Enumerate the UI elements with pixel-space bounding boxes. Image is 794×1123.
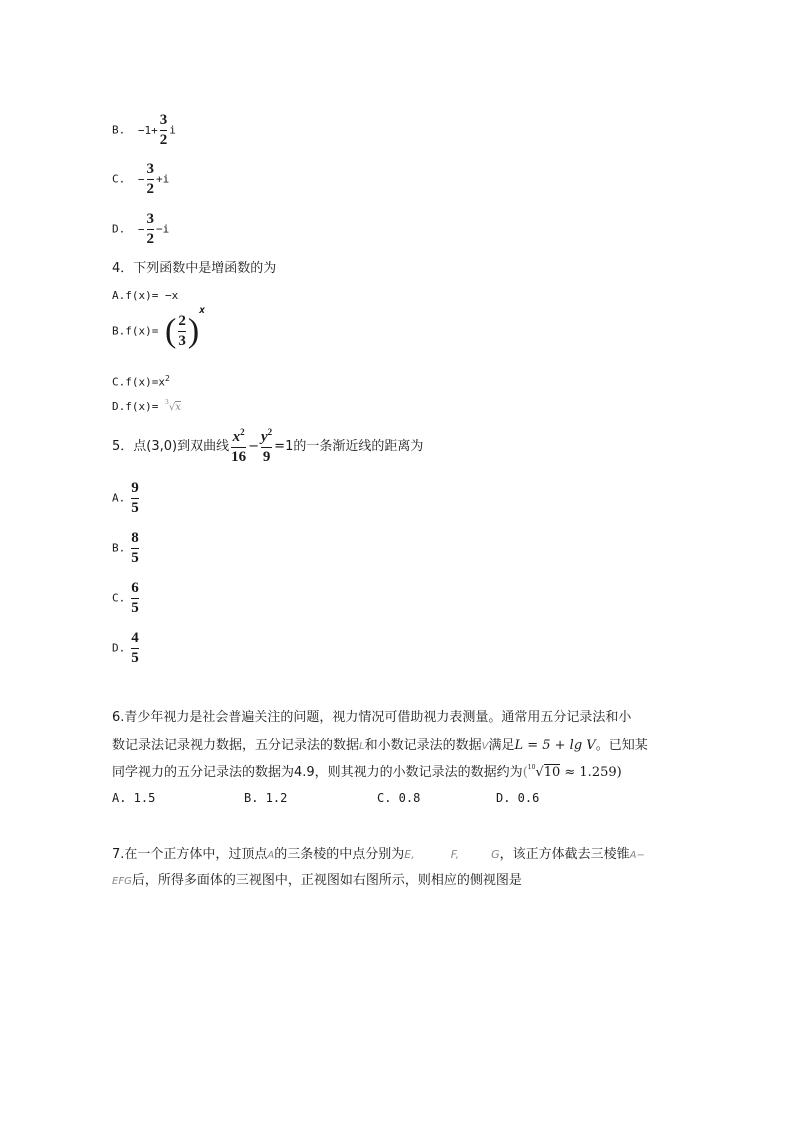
option-suffix: +i (156, 172, 170, 186)
var-f: F, (450, 848, 460, 861)
minus-sign: − (248, 439, 259, 454)
option-label: C. (112, 172, 126, 186)
fraction: $\frac{8}{5}$ (131, 530, 139, 566)
option-label: D. (112, 641, 126, 655)
fraction: $\frac{3}{2}$ (146, 211, 154, 247)
option-label: C. (112, 591, 126, 605)
option-prefix: D.f(x)= (112, 400, 159, 413)
var-g: G (491, 848, 500, 861)
fraction-y2-9: $\frac{y^2}{9}$ (261, 427, 273, 465)
approx-expression: ($^{10}$√10 ≈ 1.259) (522, 764, 622, 780)
q3-option-c (112, 162, 169, 197)
option-suffix: −i (156, 222, 170, 236)
q6-text: 满足 (488, 738, 515, 753)
option-prefix: − (137, 222, 145, 236)
q6-option-b: B. 1.2 (244, 791, 288, 805)
q5-stem-suffix: =1的一条渐近线的距离为 (274, 439, 424, 454)
fraction: $\frac{4}{5}$ (131, 630, 139, 666)
var-e: E, (404, 848, 415, 861)
fraction: $\frac{3}{2}$ (146, 161, 154, 197)
option-prefix: −1+ (137, 123, 158, 137)
right-paren: ) (187, 312, 200, 350)
option-label: B. (112, 123, 126, 137)
q7-text: 7.在一个正方体中，过顶点 (112, 847, 268, 862)
q5-option-b (112, 531, 141, 566)
option-prefix: B.f(x)= (112, 324, 159, 338)
q4-option-a: A.f(x)= −x (112, 289, 179, 302)
q6-text: 和小数记录法的数据 (364, 738, 482, 753)
option-suffix: i (169, 123, 176, 137)
fraction: $\frac{6}{5}$ (131, 580, 139, 616)
root-index: 3 (164, 399, 169, 406)
var-v: V (481, 741, 489, 752)
left-paren: ( (164, 312, 177, 350)
q4-stem: 4．下列函数中是增函数的为 (112, 261, 277, 276)
q5-stem-prefix: 5．点(3,0)到双曲线 (112, 439, 230, 454)
var-a: A (267, 850, 275, 861)
q6-line-3 (112, 761, 622, 780)
var-efg: EFG (112, 876, 132, 887)
q4-option-d (112, 400, 181, 413)
q5-option-c (112, 581, 141, 616)
q6-text: 数记录法记录视力数据，五分记录法的数据 (112, 738, 360, 753)
q4-option-c (112, 374, 170, 389)
option-label: B. (112, 541, 126, 555)
fraction-x2-16: $\frac{x^2}{16}$ (231, 427, 247, 465)
exponent: 2 (164, 374, 170, 383)
q6-line-2 (112, 734, 648, 753)
q4-option-b (112, 304, 206, 350)
var-a-dash: A− (629, 850, 645, 861)
fraction: $\frac{3}{2}$ (159, 112, 168, 148)
fraction: $\frac{2}{3}$ (178, 313, 186, 349)
q6-line-1: 6.青少年视力是社会普遍关注的问题，视力情况可借助视力表测量。通常用五分记录法和小 (112, 710, 632, 725)
var-l: L (359, 741, 365, 752)
q6-option-c: C. 0.8 (377, 791, 421, 805)
q6-text: 同学视力的五分记录法的数据为4.9，则其视力的小数记录法的数据约为 (112, 765, 523, 780)
cube-root (164, 399, 181, 413)
q7-line-2 (112, 869, 522, 888)
option-prefix: C.f(x)=x (112, 375, 165, 389)
q7-text: 后，所得多面体的三视图中，正视图如右图所示，则相应的侧视图是 (131, 873, 522, 888)
option-label: A. (112, 491, 126, 505)
q5-stem (112, 428, 423, 465)
radical-sign: √ (168, 402, 176, 413)
q6-option-a: A. 1.5 (112, 791, 156, 805)
fraction: $\frac{9}{5}$ (131, 480, 139, 516)
q3-option-d (112, 212, 169, 247)
formula: L = 5 + lg V (514, 738, 596, 753)
q6-option-d: D. 0.6 (496, 791, 540, 805)
q6-text: 。已知某 (595, 738, 648, 753)
radicand: x (175, 402, 181, 413)
option-prefix: − (137, 172, 145, 186)
q7-text: ，该正方体截去三棱锥 (499, 847, 630, 862)
q5-option-d (112, 631, 141, 666)
q3-option-b (112, 113, 176, 148)
option-label: D. (112, 222, 126, 236)
exponent: x (199, 304, 206, 316)
q7-text: 的三条棱的中点分别为 (274, 847, 405, 862)
q5-option-a (112, 481, 141, 516)
q7-line-1 (112, 843, 645, 862)
